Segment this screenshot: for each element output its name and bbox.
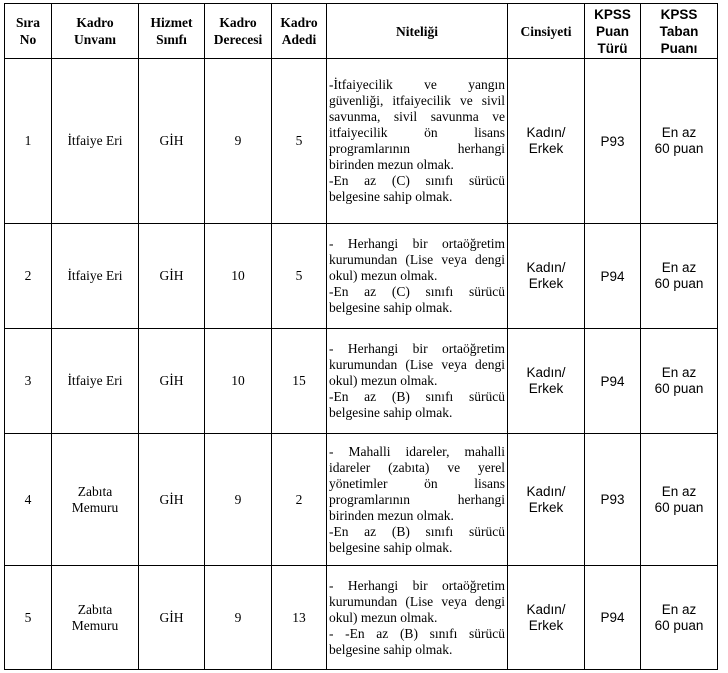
puan-turu-cell: P94 [585,224,641,329]
cinsiyet-cell: Kadın/ Erkek [508,434,585,566]
sinif-cell: GİH [139,329,205,434]
sira-cell: 1 [5,59,52,224]
cinsiyet-cell: Kadın/ Erkek [508,566,585,670]
header-cinsiyeti: Cinsiyeti [508,4,585,59]
unvan-cell: İtfaiye Eri [52,59,139,224]
header-sira-no: Sıra No [5,4,52,59]
sira-cell: 5 [5,566,52,670]
nitelik-line: -En az (C) sınıfı sürücü belgesine sahip olmak. [329,173,505,204]
nitelik-cell [327,59,508,224]
table-row [5,566,718,670]
nitelik-line: - Herhangi bir ortaöğretim kurumundan (Lise veya dengi okul) mezun olmak. [329,577,505,625]
nitelik-cell [327,224,508,329]
sinif-cell: GİH [139,59,205,224]
adet-cell: 5 [272,59,327,224]
header-kadro-derecesi: Kadro Derecesi [205,4,272,59]
table-row [5,329,718,434]
nitelik-line: - Mahalli idareler, mahalli idareler (zabıta) ve yerel yönetimler ön lisans programlarının herhangi birinden mezun olmak. [329,443,505,523]
sira-cell: 4 [5,434,52,566]
adet-cell: 5 [272,224,327,329]
puan-turu-cell: P94 [585,329,641,434]
header-row [5,4,718,59]
derece-cell: 10 [205,224,272,329]
taban-puan-cell: En az 60 puan [641,434,718,566]
taban-puan-cell: En az 60 puan [641,566,718,670]
nitelik-cell [327,329,508,434]
sinif-cell: GİH [139,434,205,566]
nitelik-line: -En az (B) sınıfı sürücü belgesine sahip olmak. [329,389,505,420]
adet-cell: 15 [272,329,327,434]
puan-turu-cell: P94 [585,566,641,670]
unvan-cell: Zabıta Memuru [52,434,139,566]
header-niteligi: Niteliği [327,4,508,59]
sinif-cell: GİH [139,224,205,329]
nitelik-cell [327,434,508,566]
adet-cell: 2 [272,434,327,566]
adet-cell: 13 [272,566,327,670]
header-kpss-puan-turu: KPSS Puan Türü [585,4,641,59]
nitelik-line: - Herhangi bir ortaöğretim kurumundan (Lise veya dengi okul) mezun olmak. [329,341,505,388]
nitelik-line: -İtfaiyecilik ve yangın güvenliği, itfaiyecilik ve sivil savunma, sivil savunma ve itfaiyecilik ön lisans programlarının herhangi birinden mezun olmak. [329,77,505,172]
unvan-cell: İtfaiye Eri [52,224,139,329]
taban-puan-cell: En az 60 puan [641,59,718,224]
nitelik-line: - Herhangi bir ortaöğretim kurumundan (Lise veya dengi okul) mezun olmak. [329,236,505,283]
sira-cell: 3 [5,329,52,434]
unvan-cell: Zabıta Memuru [52,566,139,670]
derece-cell: 9 [205,566,272,670]
cinsiyet-cell: Kadın/ Erkek [508,329,585,434]
taban-puan-cell: En az 60 puan [641,329,718,434]
derece-cell: 10 [205,329,272,434]
derece-cell: 9 [205,59,272,224]
puan-turu-cell: P93 [585,59,641,224]
nitelik-cell [327,566,508,670]
sinif-cell: GİH [139,566,205,670]
table-row [5,59,718,224]
kadro-table [4,3,718,670]
puan-turu-cell: P93 [585,434,641,566]
sira-cell: 2 [5,224,52,329]
nitelik-line: -En az (B) sınıfı sürücü belgesine sahip olmak. [329,523,505,555]
derece-cell: 9 [205,434,272,566]
table-row [5,434,718,566]
table-row [5,224,718,329]
header-hizmet-sinifi: Hizmet Sınıfı [139,4,205,59]
header-kpss-taban-puani: KPSS Taban Puanı [641,4,718,59]
header-kadro-adedi: Kadro Adedi [272,4,327,59]
taban-puan-cell: En az 60 puan [641,224,718,329]
cinsiyet-cell: Kadın/ Erkek [508,224,585,329]
nitelik-line: -En az (C) sınıfı sürücü belgesine sahip olmak. [329,284,505,315]
nitelik-line: - -En az (B) sınıfı sürücü belgesine sahip olmak. [329,625,505,657]
header-kadro-unvani: Kadro Unvanı [52,4,139,59]
cinsiyet-cell: Kadın/ Erkek [508,59,585,224]
unvan-cell: İtfaiye Eri [52,329,139,434]
